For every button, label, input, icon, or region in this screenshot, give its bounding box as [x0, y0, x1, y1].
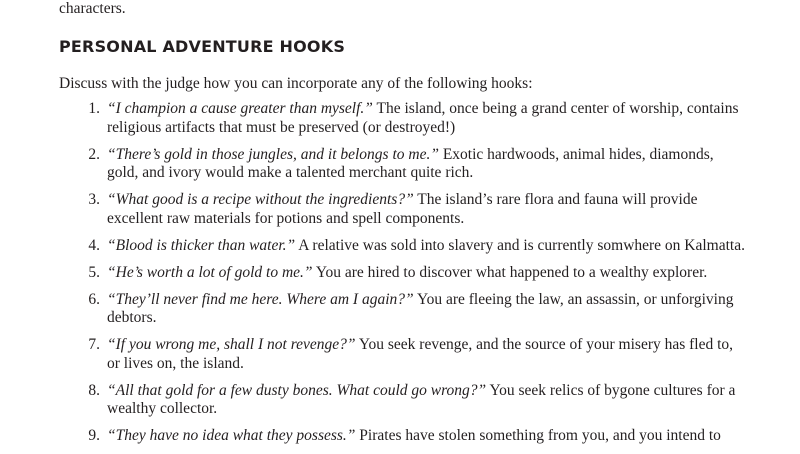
hook-description: You are hired to discover what happened to a wealthy explorer.: [312, 263, 708, 281]
list-item-number: 2.: [88, 145, 100, 163]
list-item: [0, 336, 747, 373]
hook-quote: “They have no idea what they possess.”: [107, 427, 356, 444]
hook-quote: “What good is a recipe without the ingredients?”: [107, 191, 414, 208]
adventure-hooks-list: [0, 100, 800, 454]
list-item-number: 8.: [88, 381, 100, 399]
previous-paragraph-fragment: characters.: [59, 0, 126, 17]
list-item: [0, 427, 747, 446]
hook-description: A relative was sold into slavery and is currently somwhere on Kalmatta.: [295, 236, 745, 254]
intro-paragraph: Discuss with the judge how you can incorporate any of the following hooks:: [59, 75, 533, 92]
list-item: [0, 291, 747, 328]
hook-description: The island’s rare flora and fauna will provide excellent raw materials for potions and spell components.: [107, 191, 698, 227]
list-item: [0, 191, 747, 228]
section-heading: PERSONAL ADVENTURE HOOKS: [59, 37, 346, 56]
list-item: [0, 382, 747, 419]
list-item-number: 7.: [88, 336, 100, 353]
list-item-number: 3.: [88, 191, 100, 208]
list-item-number: 5.: [88, 263, 100, 281]
hook-description: Exotic hardwoods, animal hides, diamonds, gold, and ivory would make a talented merchant quite rich.: [107, 145, 714, 181]
list-item: [0, 264, 747, 283]
hook-quote: “If you wrong me, shall I not revenge?”: [107, 336, 356, 353]
list-item-number: 4.: [88, 236, 100, 254]
hook-description: You seek revenge, and the source of your misery has fled to, or lives on, the island.: [107, 336, 734, 372]
hook-description: You are fleeing the law, an assassin, or unforgiving debtors.: [107, 290, 734, 326]
list-item-number: 6.: [88, 290, 100, 308]
hook-quote: “Blood is thicker than water.”: [107, 236, 296, 254]
hook-quote: “They’ll never find me here. Where am I again?”: [107, 290, 414, 308]
hook-description: You seek relics of bygone cultures for a wealthy collector.: [107, 381, 736, 417]
hook-quote: “There’s gold in those jungles, and it belongs to me.”: [107, 145, 439, 163]
hook-description: Pirates have stolen something from you, and you intend to: [355, 427, 721, 444]
list-item: [0, 146, 747, 183]
list-item-number: 1.: [88, 100, 100, 117]
hook-quote: “All that gold for a few dusty bones. What could go wrong?”: [107, 381, 487, 399]
hook-quote: “He’s worth a lot of gold to me.”: [107, 263, 313, 281]
hook-description: The island, once being a grand center of worship, contains religious artifacts that must be preserved (or destroyed!): [107, 100, 739, 136]
list-item: [0, 100, 747, 137]
list-item-number: 9.: [88, 427, 100, 444]
hook-quote: “I champion a cause greater than myself.”: [107, 100, 373, 117]
list-item: [0, 237, 747, 256]
